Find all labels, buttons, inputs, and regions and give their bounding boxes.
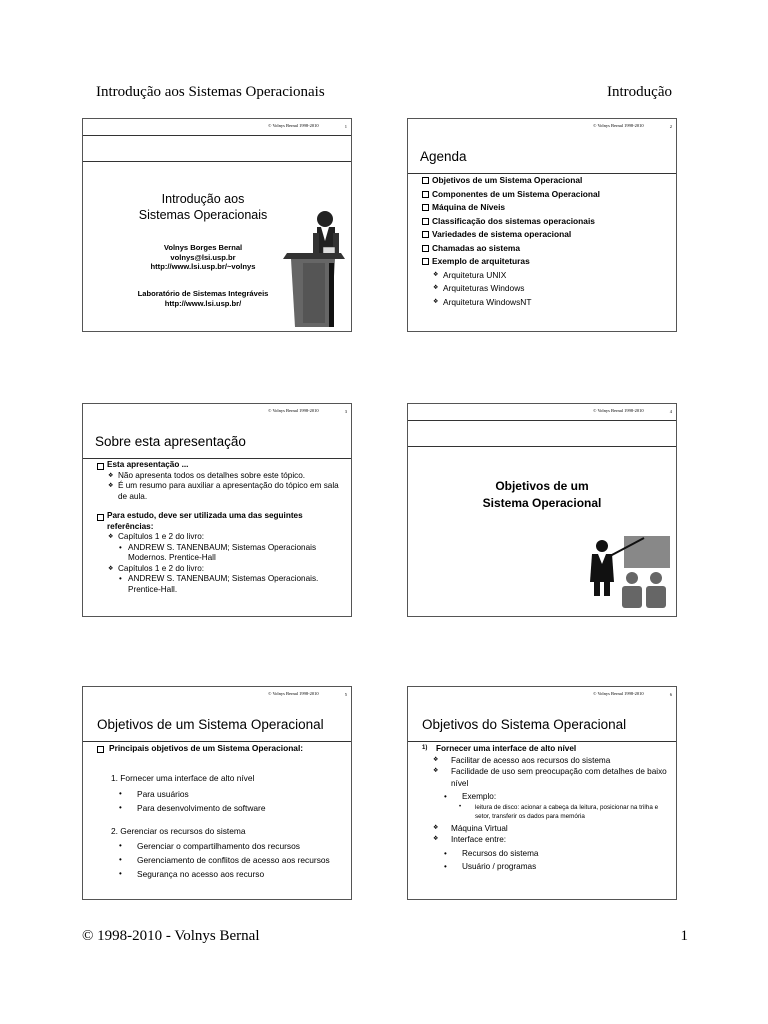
agenda-item: Componentes de um Sistema Operacional <box>422 188 670 202</box>
agenda-item: Classificação dos sistemas operacionais <box>422 215 670 229</box>
example-label: • Exemplo: <box>422 791 670 803</box>
agenda-list <box>422 174 670 309</box>
slide-6 <box>407 686 677 900</box>
slide-title: Objetivos do Sistema Operacional <box>422 717 627 732</box>
slide-title-bar <box>83 703 351 742</box>
slide-number: 1 <box>344 124 347 129</box>
reference-item: ❖ Capítulos 1 e 2 do livro: <box>97 532 345 543</box>
presentation-notes <box>97 460 345 595</box>
objective-item: • Para usuários <box>97 787 345 801</box>
presenter-podium-illustration <box>283 207 349 331</box>
author-name: Volnys Borges Bernal <box>163 243 243 252</box>
slide-title: Agenda <box>420 149 467 164</box>
page-number: 1 <box>680 928 688 944</box>
objective-item: • Gerenciamento de conflitos de acesso aos recursos <box>97 853 345 867</box>
slide-copyright: © Volnys Bernal 1998-2010 <box>593 691 644 696</box>
agenda-subitem: ❖ Arquiteturas Windows <box>422 282 670 296</box>
slide-number: 5 <box>344 692 347 697</box>
page-header-title: Introdução aos Sistemas Operacionais <box>96 84 325 100</box>
objective-group: 1. Fornecer uma interface de alto nível <box>111 773 255 783</box>
slide-number: 6 <box>669 692 672 697</box>
slide-number: 2 <box>669 124 672 129</box>
slide-copyright: © Volnys Bernal 1998-2010 <box>593 123 644 128</box>
title-line: Introdução aos <box>161 192 245 206</box>
note-item: ❖ Não apresenta todos os detalhes sobre este tópico. <box>97 471 345 482</box>
page-header-section: Introdução <box>607 84 672 100</box>
slide-copyright: © Volnys Bernal 1998-2010 <box>268 123 319 128</box>
objective-item: ❖ Máquina Virtual <box>422 823 670 835</box>
objective-item: ❖ Interface entre: <box>422 834 670 846</box>
slide-2 <box>407 118 677 332</box>
agenda-item: Máquina de Níveis <box>422 201 670 215</box>
lab-url: http://www.lsi.usp.br/ <box>164 298 242 308</box>
slide-title-bar <box>408 703 676 742</box>
objective-item: • Para desenvolvimento de software <box>97 801 345 815</box>
item-number: 1) <box>422 745 428 751</box>
interface-item: • Recursos do sistema <box>422 848 670 860</box>
agenda-subitem: ❖ Arquitetura UNIX <box>422 269 670 283</box>
section-title-line: Sistema Operacional <box>482 496 602 510</box>
agenda-subitem: ❖ Arquitetura WindowsNT <box>422 296 670 310</box>
slide-5 <box>82 686 352 900</box>
slide-title-bar <box>408 135 676 174</box>
slide-number: 3 <box>344 409 347 414</box>
example-text: • leitura de disco: acionar a cabeça da leitura, posicionar na trilha e setor, transferir os dados para memória <box>422 803 670 821</box>
slide-title: Objetivos de um Sistema Operacional <box>97 717 324 732</box>
note-heading: Esta apresentação ... <box>97 460 345 471</box>
objective-item: ❖ Facilidade de uso sem preocupação com detalhes de baixo nível <box>422 766 670 789</box>
slide-title: Sobre esta apresentação <box>95 434 246 449</box>
agenda-item: Exemplo de arquiteturas <box>422 255 670 269</box>
reference-book: • ANDREW S. TANENBAUM; Sistemas Operacionais Modernos. Prentice-Hall <box>97 543 345 564</box>
objective-item: • Segurança no acesso aos recurso <box>97 867 345 881</box>
slide-copyright: © Volnys Bernal 1998-2010 <box>593 408 644 413</box>
teacher-board-illustration <box>588 532 672 610</box>
agenda-item: Chamadas ao sistema <box>422 242 670 256</box>
objective-group: 2. Gerenciar os recursos do sistema <box>111 826 246 836</box>
reference-book: • ANDREW S. TANENBAUM; Sistemas Operacionais. Prentice-Hall. <box>97 574 345 595</box>
slide-3 <box>82 403 352 617</box>
reference-item: ❖ Capítulos 1 e 2 do livro: <box>97 564 345 575</box>
interface-item: • Usuário / programas <box>422 861 670 873</box>
page-footer-copyright: © 1998-2010 - Volnys Bernal <box>82 928 260 944</box>
section-title-line: Objetivos de um <box>495 479 589 493</box>
slide-copyright: © Volnys Bernal 1998-2010 <box>268 408 319 413</box>
note-item: ❖ É um resumo para auxiliar a apresentação do tópico em sala de aula. <box>97 481 345 502</box>
note-heading: Para estudo, deve ser utilizada uma das seguintes referências: <box>97 511 345 532</box>
agenda-item: Objetivos de um Sistema Operacional <box>422 174 670 188</box>
slide-title-bar <box>83 420 351 459</box>
slide-4 <box>407 403 677 617</box>
title-line: Sistemas Operacionais <box>138 208 268 222</box>
slide-copyright: © Volnys Bernal 1998-2010 <box>268 691 319 696</box>
agenda-item: Variedades de sistema operacional <box>422 228 670 242</box>
objective-item: ❖ Facilitar de acesso aos recursos do sistema <box>422 755 670 767</box>
slide-1 <box>82 118 352 332</box>
author-email: volnys@lsi.usp.br <box>170 252 236 262</box>
slide-number: 4 <box>669 409 672 414</box>
objectives-lead: Principais objetivos de um Sistema Operacional: <box>97 743 345 754</box>
objective-lead: Fornecer uma interface de alto nível <box>436 744 577 753</box>
lab-name: Laboratório de Sistemas Integráveis <box>137 289 269 298</box>
author-url: http://www.lsi.usp.br/~volnys <box>150 262 256 271</box>
objective-item: • Gerenciar o compartilhamento dos recursos <box>97 839 345 853</box>
